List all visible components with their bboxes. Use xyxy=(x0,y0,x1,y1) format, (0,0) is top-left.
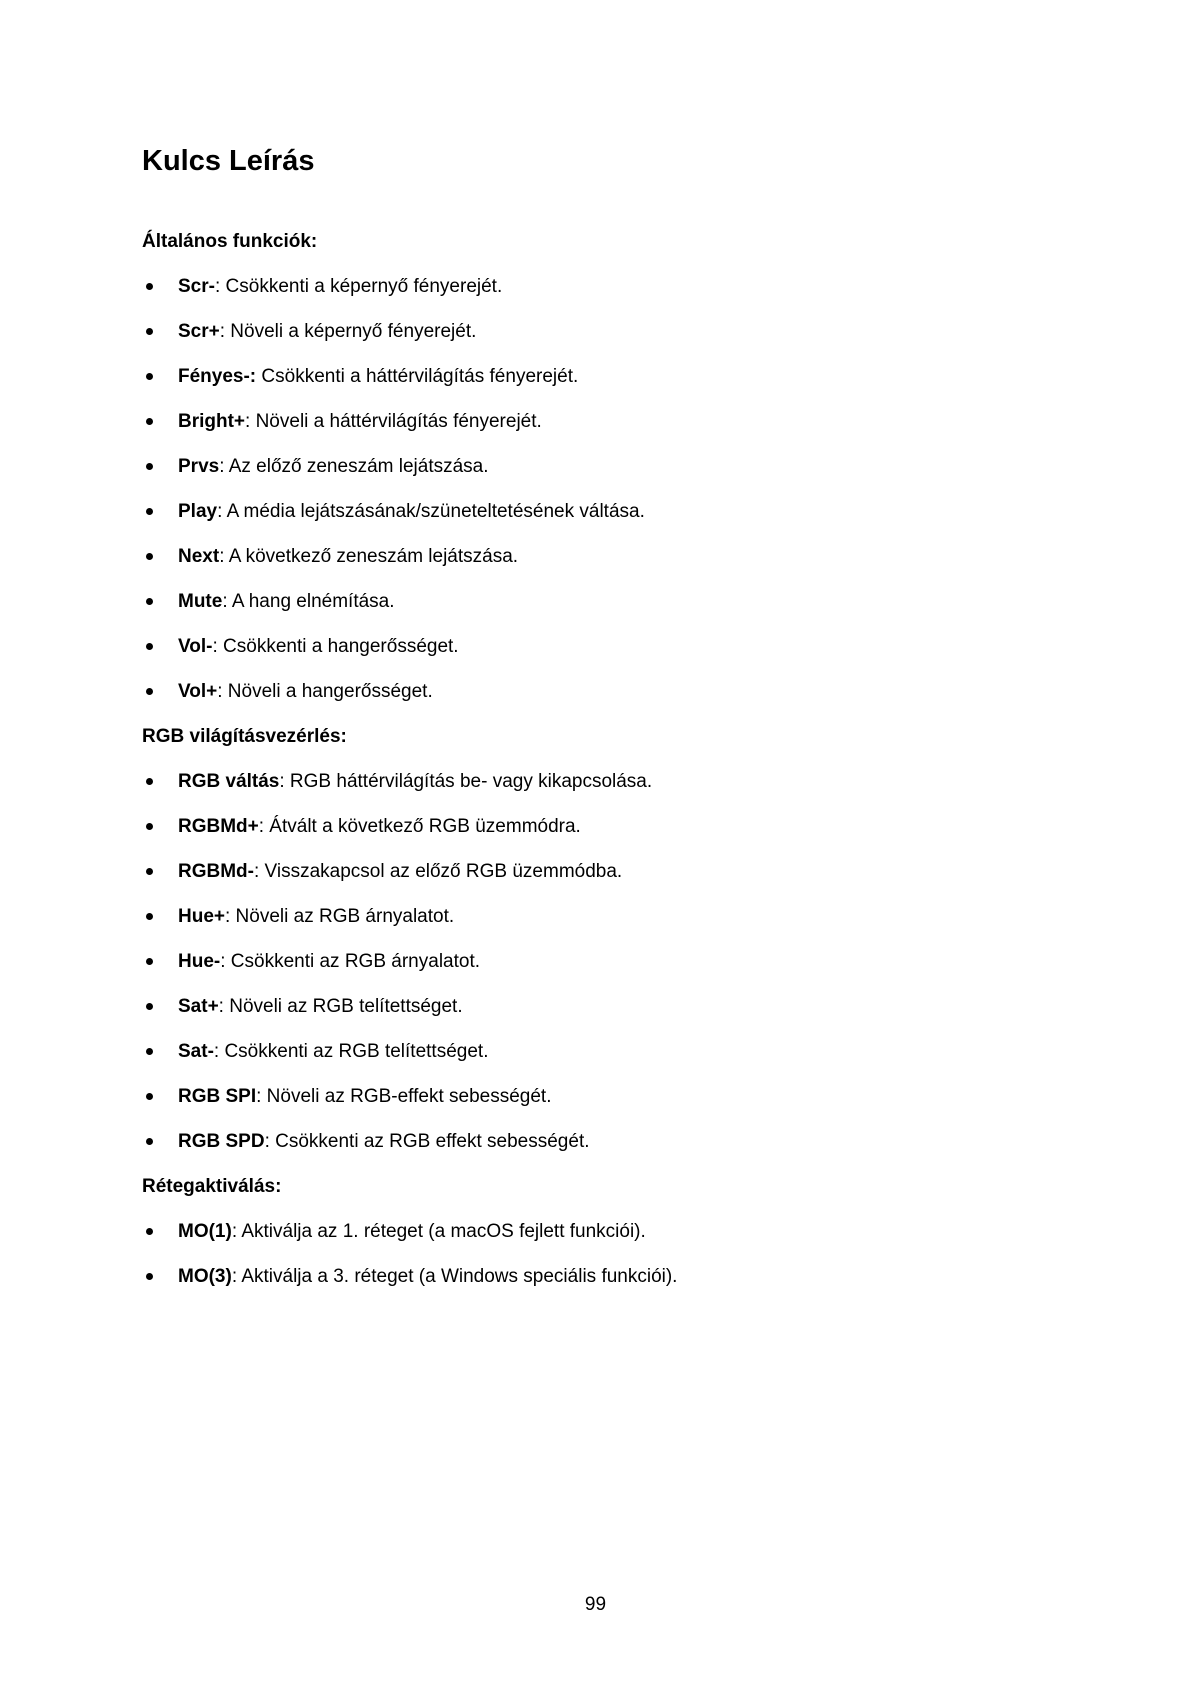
key-description: : Csökkenti az RGB effekt sebességét. xyxy=(264,1131,590,1152)
list-item xyxy=(142,947,1042,992)
list-item xyxy=(142,407,1042,452)
bullet-icon xyxy=(146,688,153,695)
key-name: Bright+ xyxy=(178,411,246,432)
bullet-icon xyxy=(146,418,153,425)
bullet-icon xyxy=(146,508,153,515)
key-description: : Visszakapcsol az előző RGB üzemmódba. xyxy=(253,861,623,882)
list-item xyxy=(142,1217,1042,1262)
bullet-icon xyxy=(146,913,153,920)
key-description: : Csökkenti a hangerősséget. xyxy=(212,636,459,657)
key-description: : A hang elnémítása. xyxy=(222,591,395,612)
list-item xyxy=(142,1037,1042,1082)
key-name: RGB SPI xyxy=(178,1086,257,1107)
key-name: Prvs xyxy=(178,456,220,477)
key-description: : Növeli a képernyő fényerejét. xyxy=(219,321,477,342)
section-heading: Általános funkciók: xyxy=(142,231,318,252)
bullet-icon xyxy=(146,1093,153,1100)
key-name: Vol+ xyxy=(178,681,218,702)
key-name: RGB váltás xyxy=(178,771,280,792)
key-description: : Aktiválja a 3. réteget (a Windows speciális funkciói). xyxy=(231,1266,678,1287)
bullet-icon xyxy=(146,1228,153,1235)
list-item xyxy=(142,632,1042,677)
list-item xyxy=(142,902,1042,947)
key-name: Mute xyxy=(178,591,223,612)
list-item xyxy=(142,1127,1042,1172)
section-list xyxy=(142,767,1042,1172)
list-item xyxy=(142,1262,1042,1307)
section-heading: RGB világításvezérlés: xyxy=(142,726,347,747)
bullet-icon xyxy=(146,598,153,605)
key-description: : Csökkenti az RGB árnyalatot. xyxy=(220,951,481,972)
key-description: Csökkenti a háttérvilágítás fényerejét. xyxy=(256,366,579,387)
list-item xyxy=(142,317,1042,362)
key-description: : Átvált a következő RGB üzemmódra. xyxy=(258,816,581,837)
key-name: Scr- xyxy=(178,276,215,297)
key-description-content xyxy=(142,227,1042,1307)
bullet-icon xyxy=(146,463,153,470)
bullet-icon xyxy=(146,283,153,290)
section-heading: Rétegaktiválás: xyxy=(142,1176,282,1197)
bullet-icon xyxy=(146,1003,153,1010)
list-item xyxy=(142,857,1042,902)
bullet-icon xyxy=(146,553,153,560)
bullet-icon xyxy=(146,1138,153,1145)
key-description: : Az előző zeneszám lejátszása. xyxy=(219,456,489,477)
key-description: : Növeli a háttérvilágítás fényerejét. xyxy=(245,411,542,432)
key-name: RGB SPD xyxy=(178,1131,265,1152)
list-item xyxy=(142,272,1042,317)
list-item xyxy=(142,587,1042,632)
section-list xyxy=(142,272,1042,722)
list-item xyxy=(142,452,1042,497)
bullet-icon xyxy=(146,778,153,785)
bullet-icon xyxy=(146,823,153,830)
key-name: MO(3) xyxy=(178,1266,232,1287)
list-item xyxy=(142,362,1042,407)
bullet-icon xyxy=(146,958,153,965)
key-name: Vol- xyxy=(178,636,213,657)
key-name: Hue- xyxy=(178,951,221,972)
key-description: : Csökkenti az RGB telítettséget. xyxy=(213,1041,489,1062)
key-name: Next xyxy=(178,546,220,567)
key-name: Play xyxy=(178,501,218,522)
bullet-icon xyxy=(146,1273,153,1280)
page-number: 99 xyxy=(584,1594,607,1615)
list-item xyxy=(142,1082,1042,1127)
key-description: : A következő zeneszám lejátszása. xyxy=(219,546,519,567)
list-item xyxy=(142,767,1042,812)
list-item xyxy=(142,677,1042,722)
bullet-icon xyxy=(146,1048,153,1055)
bullet-icon xyxy=(146,373,153,380)
key-name: RGBMd- xyxy=(178,861,254,882)
key-description: : Csökkenti a képernyő fényerejét. xyxy=(214,276,503,297)
key-name: MO(1) xyxy=(178,1221,232,1242)
bullet-icon xyxy=(146,328,153,335)
section-list xyxy=(142,1217,1042,1307)
key-description: : Növeli a hangerősséget. xyxy=(217,681,433,702)
key-name: Scr+ xyxy=(178,321,220,342)
page-title: Kulcs Leírás xyxy=(142,145,315,177)
key-name: Fényes-: xyxy=(178,366,257,387)
key-name: RGBMd+ xyxy=(178,816,259,837)
key-description: : Növeli az RGB telítettséget. xyxy=(218,996,463,1017)
bullet-icon xyxy=(146,868,153,875)
key-description: : RGB háttérvilágítás be- vagy kikapcsolása. xyxy=(279,771,653,792)
list-item xyxy=(142,497,1042,542)
bullet-icon xyxy=(146,643,153,650)
key-description: : Növeli az RGB árnyalatot. xyxy=(225,906,455,927)
list-item xyxy=(142,992,1042,1037)
key-description: : Aktiválja az 1. réteget (a macOS fejlett funkciói). xyxy=(231,1221,646,1242)
key-name: Sat+ xyxy=(178,996,219,1017)
key-description: : Növeli az RGB-effekt sebességét. xyxy=(256,1086,552,1107)
key-name: Sat- xyxy=(178,1041,214,1062)
list-item xyxy=(142,812,1042,857)
list-item xyxy=(142,542,1042,587)
key-description: : A média lejátszásának/szüneteltetésének váltása. xyxy=(217,501,645,522)
key-name: Hue+ xyxy=(178,906,225,927)
